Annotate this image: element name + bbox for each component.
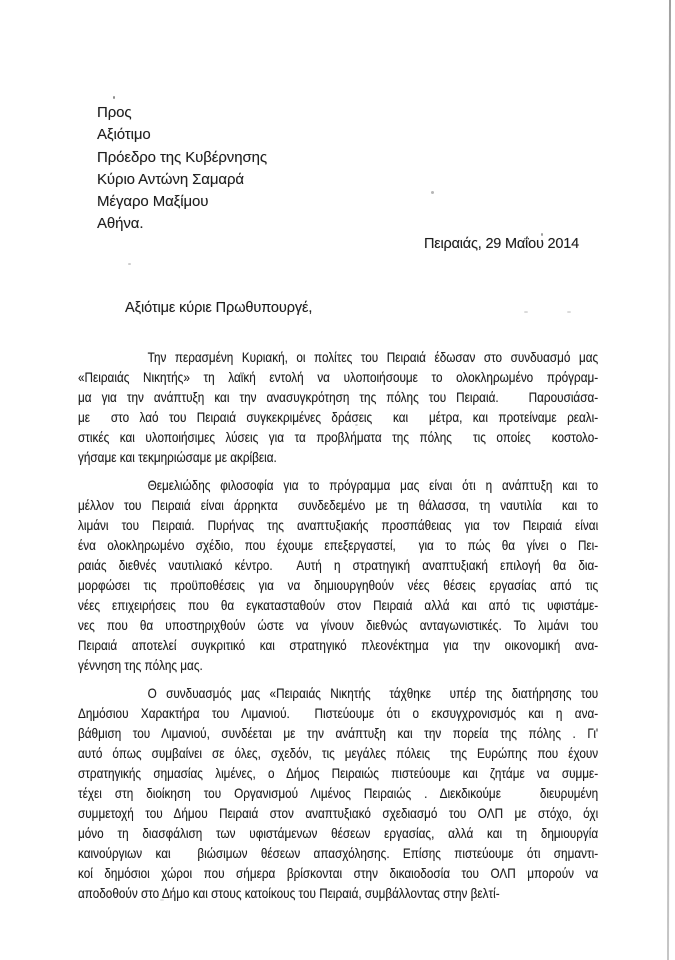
recipient-address-block — [97, 102, 267, 236]
letter-line: λιμάνι του Πειραιά. Πυρήνας της αναπτυξιακής προσπάθειας για τον Πειραιά είναι — [78, 517, 599, 533]
letter-line: μόνο τη διασφάλιση των υφιστάμενων θέσεων εργασίας, αλλά και τη δημιουργία — [78, 825, 599, 841]
address-line: Κύριο Αντώνη Σαμαρά — [97, 170, 244, 188]
scan-speck — [431, 191, 434, 194]
letter-line: τέχει στη διοίκηση του Οργανισμού Λιμένος Πειραιώς . Διεκδικούμε διευρυμένη — [78, 785, 599, 801]
letter-line: Πειραιά αποτελεί συγκριτικό και στρατηγικό πλεονέκτημα για την οικονομική ανα- — [78, 637, 599, 653]
scan-speck — [355, 424, 358, 426]
letter-line: στικές και υλοποιήσιμες λύσεις για τα προβλήματα της πόλης τις οποίες κοστολο- — [78, 429, 599, 445]
scan-speck — [524, 311, 528, 313]
letter-line: αποδοθούν στο Δήμο και στους κατοίκους του Πειραιά, συμβάλλοντας στην βελτί- — [78, 885, 500, 901]
letter-line: γήσαμε και τεκμηριώσαμε με ακρίβεια. — [78, 449, 277, 465]
address-line: Αξιότιμο — [97, 126, 151, 144]
paragraph — [78, 475, 598, 675]
scan-speck — [128, 263, 131, 265]
letter-body — [78, 347, 598, 911]
letter-line: «Πειραιάς Νικητής» τη λαϊκή εντολή να υλοποιήσουμε το ολοκληρωμένο πρόγραμ- — [78, 369, 599, 385]
address-line: Αθήνα. — [97, 215, 144, 233]
letter-line: συμμετοχή του Δήμου Πειραιά στον αναπτυξιακό σχεδιασμό του ΟΛΠ με στόχο, όχι — [78, 805, 599, 821]
letter-line: ένα ολοκληρωμένο σχέδιο, που έχουμε επεξεργαστεί, για το πώς θα γίνει ο Πει- — [78, 537, 599, 553]
letter-line: Δημόσιου Χαρακτήρα του Λιμανιού. Πιστεύουμε ότι ο εκσυγχρονισμός και η ανα- — [78, 705, 599, 721]
letter-line: Την περασμένη Κυριακή, οι πολίτες του Πειραιά έδωσαν στο συνδυασμό μας — [147, 349, 599, 365]
letter-line: νέες επιχειρήσεις που θα εγκατασταθούν στον Πειραιά αλλά και από τις υφιστάμε- — [78, 597, 599, 613]
letter-line: Ο συνδυασμός μας «Πειραιάς Νικητής τάχθηκε υπέρ της διατήρησης του — [147, 685, 599, 701]
paragraph — [78, 347, 598, 467]
address-line: Προς — [97, 104, 132, 121]
scan-speck — [541, 233, 543, 236]
salutation: Αξιότιμε κύριε Πρωθυπουργέ, — [125, 300, 313, 316]
letter-line: στρατηγικής σημασίας λιμένες, ο Δήμος Πειραιώς πιστεύουμε και ζητάμε να συμμε- — [78, 765, 599, 781]
scan-edge-artifact — [667, 0, 671, 960]
letter-line: με στο λαό του Πειραιά συγκεκριμένες δράσεις και μέτρα, και προτείναμε ρεαλι- — [78, 409, 599, 425]
letter-line: μορφώσει τις προϋποθέσεις για να δημιουργηθούν νέες θέσεις εργασίας από τις — [78, 577, 599, 593]
letter-line: μέλλον του Πειραιά είναι άρρηκτα συνδεδεμένο με τη θάλασσα, τη ναυτιλία και το — [78, 497, 599, 513]
letter-line: νες που θα υποστηριχθούν ώστε να γίνουν διεθνώς ανταγωνιστικές. Το λιμάνι του — [78, 617, 599, 633]
letter-line: αυτό όπως συμβαίνει σε όλες, σχεδόν, τις μεγάλες πόλεις της Ευρώπης που έχουν — [78, 745, 599, 761]
scan-speck — [113, 96, 115, 99]
letter-line: μα για την ανάπτυξη και την ανασυγκρότηση της πόλης του Πειραιά. Παρουσιάσα- — [78, 389, 599, 405]
paragraph — [78, 683, 598, 903]
address-line: Πρόεδρο της Κυβέρνησης — [97, 148, 267, 166]
letter-line: βάθμιση του Λιμανιού, συνδέεται με την ανάπτυξη και την πορεία της πόλης . Γι' — [78, 725, 599, 741]
letter-line: γέννηση της πόλης μας. — [78, 657, 203, 673]
letter-line: ραιάς διεθνές ναυτιλιακό κέντρο. Αυτή η στρατηγική αναπτυξιακή επιλογή θα δια- — [78, 557, 599, 573]
scan-speck — [567, 311, 571, 313]
address-line: Μέγαρο Μαξίμου — [97, 193, 209, 211]
letter-line: καινούργιων και βιώσιμων θέσεων απασχόλησης. Επίσης πιστεύουμε ότι σημαντι- — [78, 845, 599, 861]
scan-speck — [160, 899, 164, 901]
letter-line: Θεμελιώδης φιλοσοφία για το πρόγραμμα μας είναι ότι η ανάπτυξη και το — [147, 477, 599, 493]
scan-speck — [478, 896, 482, 898]
dateline: Πειραιάς, 29 Μαΐου 2014 — [424, 236, 579, 252]
letter-line: κοί δημόσιοι χώροι που σήμερα βρίσκονται στην δικαιοδοσία του ΟΛΠ μπορούν να — [78, 865, 599, 881]
